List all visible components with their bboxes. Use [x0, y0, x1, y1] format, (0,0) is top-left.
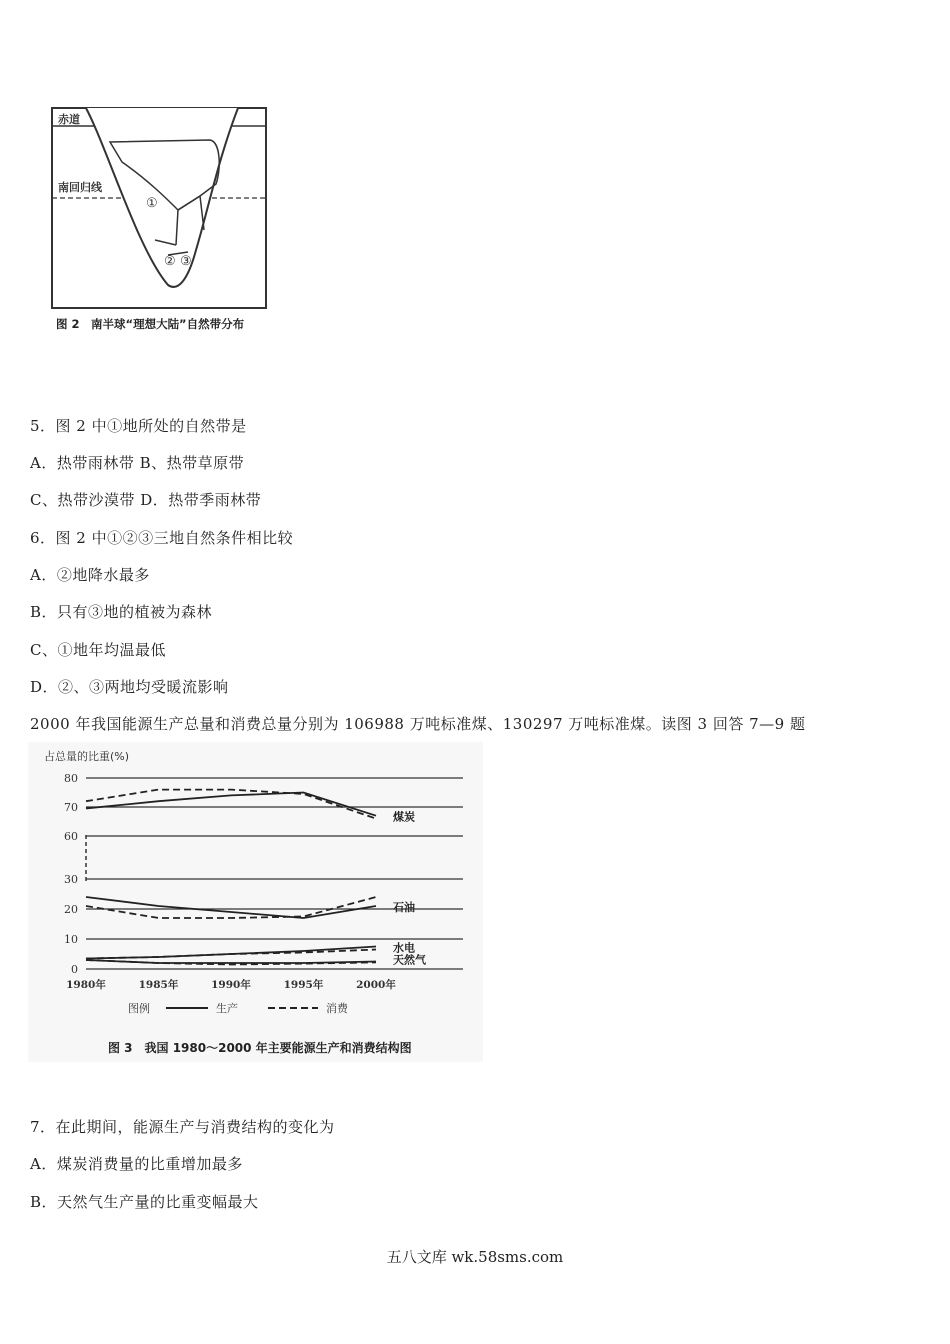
- x-tick-label: 2000年: [356, 979, 396, 991]
- footer-site: 五八文库 wk.58sms.com: [386, 1248, 564, 1266]
- y-tick-label: 30: [64, 873, 78, 886]
- y-tick-label: 60: [64, 830, 78, 843]
- x-tick-label: 1980年: [66, 979, 106, 991]
- series-label: 天然气: [393, 953, 426, 967]
- y-tick-label: 20: [64, 903, 78, 916]
- question-5-options-cd: C、热带沙漠带 D．热带季雨林带: [30, 491, 262, 509]
- marker-2: ②: [164, 254, 176, 269]
- y-tick-label: 10: [64, 933, 78, 946]
- y-tick-label: 80: [64, 772, 78, 785]
- y-tick-label: 70: [64, 801, 78, 814]
- equator-label: 赤道: [58, 113, 80, 126]
- series-label: 水电: [393, 941, 415, 955]
- series-label: 煤炭: [393, 810, 415, 824]
- series-label: 石油: [393, 901, 415, 914]
- x-tick-label: 1990年: [211, 979, 251, 991]
- question-6-option-b: B．只有③地的植被为森林: [30, 603, 213, 621]
- question-7: 7．在此期间，能源生产与消费结构的变化为: [30, 1118, 335, 1136]
- x-tick-label: 1985年: [138, 979, 179, 991]
- legend-title: 图例: [128, 1002, 150, 1015]
- legend-consumption-label: 消费: [326, 1002, 348, 1015]
- figure-2-natural-zones: [28, 100, 278, 350]
- question-6-option-d: D．②、③两地均受暖流影响: [30, 678, 229, 696]
- marker-1: ①: [146, 196, 158, 211]
- tropic-label: 南回归线: [58, 181, 102, 194]
- question-6-option-c: C、①地年均温最低: [30, 641, 166, 659]
- question-5-options-ab: A．热带雨林带 B、热带草原带: [30, 454, 245, 472]
- question-6: 6．图 2 中①②③三地自然条件相比较: [30, 529, 294, 547]
- energy-intro: 2000 年我国能源生产总量和消费总量分别为 106988 万吨标准煤、130297 万吨标准煤。读图 3 回答 7—9 题: [30, 715, 806, 733]
- chart-title: 图 3 我国 1980～2000 年主要能源生产和消费结构图: [108, 1041, 412, 1055]
- x-tick-label: 1995年: [283, 979, 324, 991]
- legend-production-label: 生产: [216, 1002, 238, 1015]
- figure-3-energy-chart: [28, 742, 483, 1062]
- question-5: 5．图 2 中①地所处的自然带是: [30, 417, 247, 435]
- marker-3: ③: [180, 254, 192, 269]
- figure-2-caption: 图 2 南半球“理想大陆”自然带分布: [56, 317, 245, 331]
- question-7-option-a: A．煤炭消费量的比重增加最多: [30, 1155, 243, 1173]
- y-tick-label: 0: [71, 963, 78, 976]
- question-6-option-a: A．②地降水最多: [30, 566, 150, 584]
- question-7-option-b: B．天然气生产量的比重变幅最大: [30, 1193, 259, 1211]
- chart-ylabel: 占总量的比重(%): [44, 750, 130, 763]
